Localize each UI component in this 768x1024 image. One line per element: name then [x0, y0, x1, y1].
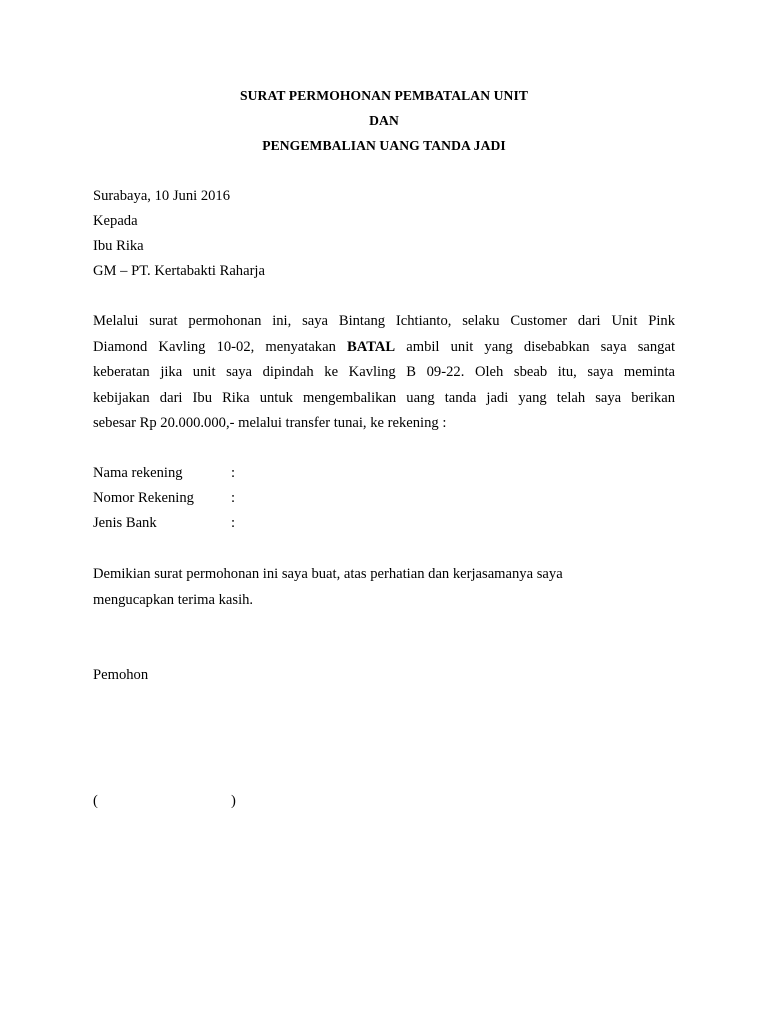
batal-emphasis: BATAL [347, 338, 396, 355]
body-line-3: keberatan jika unit saya dipindah ke Kavling B 09-22. Oleh sbeab itu, saya meminta [93, 364, 675, 380]
field-colon: : [231, 515, 236, 531]
field-nama-rekening [93, 465, 235, 482]
field-label: Nama rekening [93, 465, 183, 481]
signature-close-paren: ) [231, 793, 236, 809]
letter-title-line-3: PENGEMBALIAN UANG TANDA JADI [262, 138, 506, 153]
recipient-name: Ibu Rika [93, 238, 144, 254]
place-date: Surabaya, 10 Juni 2016 [93, 188, 231, 204]
field-nomor-rekening [93, 490, 235, 507]
body-line-4: kebijakan dari Ibu Rika untuk mengembalikan uang tanda jadi yang telah saya berikan [93, 389, 675, 406]
letter-title-line-2: DAN [369, 113, 399, 128]
body-line-2-before: Diamond Kavling 10-02, menyatakan [93, 338, 347, 355]
body-line-1: Melalui surat permohonan ini, saya Bintang Ichtianto, selaku Customer dari Unit Pink [93, 313, 675, 329]
closing-line-2: mengucapkan terima kasih. [93, 592, 254, 608]
body-paragraph [93, 309, 675, 437]
closing-line-1: Demikian surat permohonan ini saya buat, atas perhatian dan kerjasamanya saya [93, 566, 563, 582]
letter-title-line-1: SURAT PERMOHONAN PEMBATALAN UNIT [239, 88, 529, 103]
recipient-position: GM – PT. Kertabakti Raharja [93, 263, 265, 279]
signature-placeholder [93, 793, 236, 810]
field-label: Nomor Rekening [93, 490, 194, 506]
body-line-5: sebesar Rp 20.000.000,- melalui transfer tunai, ke rekening : [93, 415, 447, 431]
field-label: Jenis Bank [93, 515, 157, 531]
recipient-kepada: Kepada [93, 213, 138, 229]
signature-open-paren: ( [93, 793, 98, 809]
field-jenis-bank [93, 515, 235, 532]
body-line-2 [93, 335, 675, 361]
signature-label: Pemohon [93, 667, 149, 683]
field-colon: : [231, 490, 236, 506]
field-colon: : [231, 465, 236, 481]
body-line-2-after: ambil unit yang disebabkan saya sangat [395, 338, 675, 355]
